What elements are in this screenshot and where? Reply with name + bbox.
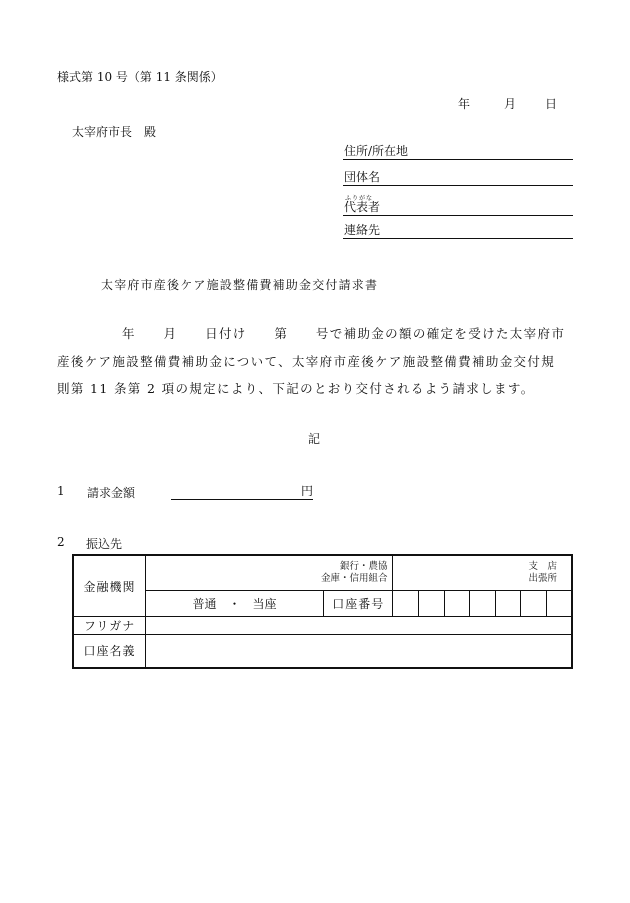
address-field[interactable] [343, 142, 573, 160]
furigana-field[interactable] [146, 617, 572, 635]
item2-label: 振込先 [86, 537, 123, 551]
representative-field[interactable] [343, 198, 573, 216]
bank-type-1: 銀行・農協 [339, 561, 388, 572]
branch-name-field[interactable] [393, 555, 572, 591]
amount-field[interactable] [171, 484, 313, 500]
account-holder-label: 口座名義 [73, 635, 146, 668]
addressee: 太宰府市長 殿 [72, 125, 157, 139]
account-digit-box[interactable] [521, 591, 547, 617]
organization-field[interactable] [343, 168, 573, 186]
heading-ki: 記 [308, 432, 321, 446]
bank-account-table [72, 554, 573, 669]
bank-name-field[interactable] [146, 555, 393, 591]
date-day-label: 日 [545, 97, 558, 111]
item2-number: 2 [57, 535, 65, 549]
address-label: 住所/所在地 [344, 144, 409, 158]
contact-label: 連絡先 [344, 223, 381, 237]
item1-label: 請求金額 [87, 486, 136, 500]
representative-label: 代表者 [344, 200, 381, 214]
account-holder-field[interactable] [146, 635, 572, 668]
organization-label: 団体名 [344, 170, 381, 184]
account-digit-box[interactable] [419, 591, 445, 617]
institution-label: 金融機関 [73, 555, 146, 617]
account-number-label: 口座番号 [323, 591, 393, 617]
branch-type-1: 支 店 [528, 561, 557, 572]
body-line-1: 年 月 日付け 第 号で補助金の額の確定を受けた太宰府市 [122, 326, 566, 341]
account-digit-box[interactable] [495, 591, 521, 617]
account-digit-box[interactable] [393, 591, 419, 617]
date-year-label: 年 [458, 97, 471, 111]
item1-number: 1 [57, 484, 65, 498]
form-number: 様式第 10 号（第 11 条関係） [57, 70, 223, 84]
representative-ruby: ふりがな [345, 195, 374, 202]
amount-unit: 円 [300, 484, 313, 498]
account-type-select[interactable]: 普通 ・ 当座 [146, 591, 324, 617]
account-digit-box[interactable] [444, 591, 470, 617]
body-line-3: 則第 11 条第 2 項の規定により、下記のとおり交付されるよう請求します。 [57, 381, 535, 396]
date-month-label: 月 [504, 97, 517, 111]
bank-type-2: 金庫・信用組合 [320, 573, 388, 584]
body-line-2: 産後ケア施設整備費補助金について、太宰府市産後ケア施設整備費補助金交付規 [57, 354, 556, 369]
account-digit-box[interactable] [546, 591, 572, 617]
furigana-label: フリガナ [73, 617, 146, 635]
account-digit-box[interactable] [470, 591, 496, 617]
branch-type-2: 出張所 [528, 573, 557, 584]
contact-field[interactable] [343, 221, 573, 239]
document-title: 太宰府市産後ケア施設整備費補助金交付請求書 [101, 278, 379, 292]
